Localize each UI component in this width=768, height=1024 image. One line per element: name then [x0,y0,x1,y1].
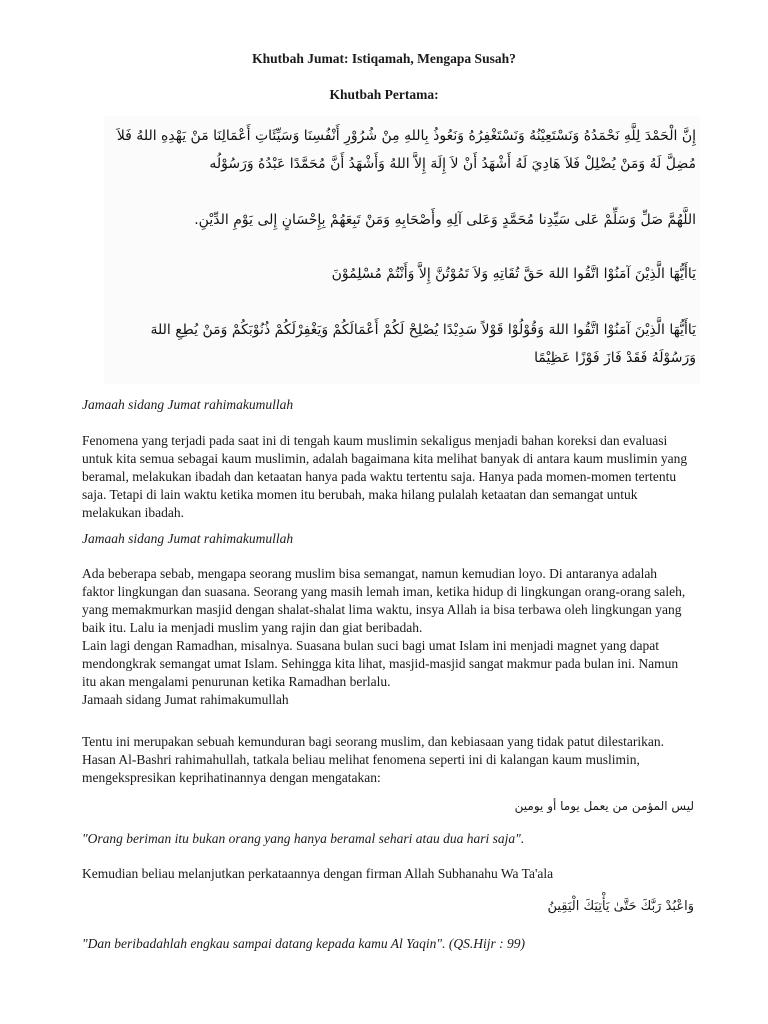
arabic-verse-taqwa-2: يَاأَيُّهَا الَّذِيْنَ آمَنُوْا اتَّقُوا اللهَ وَقُوْلُوْا قَوْلاً سَدِيْدًا يُصْلِحْ لَكُمْ أَعْمَالَكُمْ وَيَغْفِرْلَكُمْ ذُنُوْبَكُمْ وَمَنْ يُطِعِ اللهَ وَرَسُوْلَهُ فَقَدْ فَازَ فَوْزًا عَظِيْمًا [150,322,696,366]
paragraph: Tentu ini merupakan sebuah kemunduran bagi seorang muslim, dan kebiasaan yang tidak patut dilestarikan. Hasan Al-Bashri rahimahullah, tatkala beliau melihat fenomena seperti ini di kalangan kaum muslimin, mengekspresikan keprihatinannya dengan mengatakan: [82,734,665,785]
arabic-verse-taqwa-1: يَاأَيُّهَا الَّذِيْنَ آمَنُوْا اتَّقُوا اللهَ حَقَّ تُقَاتِهِ وَلاَ تَمُوْتُنَّ إِلاَّ وَأَنْتُمْ مُسْلِمُوْنَ [331,266,696,282]
salutation: Jamaah sidang Jumat rahimakumullah [82,531,294,546]
arabic-verse: وَاعْبُدْ رَبَّكَ حَتَّىٰ يَأْتِيَكَ الْيَقِينُ [547,899,694,914]
page-title: Khutbah Jumat: Istiqamah, Mengapa Susah? [252,51,516,66]
section-heading: Khutbah Pertama: [329,87,439,102]
paragraph-part: Ada beberapa sebab, mengapa seorang muslim bisa semangat, namun kemudian loyo. Di antaranya adalah faktor lingkungan dan suasana. Seorang yang masih lemah iman, ketika hidup di lingkungan orang-orang saleh, yang memakmurkan masjid dengan shalat-shalat lima waktu, insya Allah ia bisa terbawa oleh lingkungan yang baik itu. Lalu ia menjadi muslim yang rajin dan giat beribadah. [82,566,686,635]
quote-translation: "Orang beriman itu bukan orang yang hanya beramal sehari atau dua hari saja". [82,831,525,846]
paragraph-part: Lain lagi dengan Ramadhan, misalnya. Suasana bulan suci bagi umat Islam ini menjadi magnet yang dapat mendongkrak semangat umat Islam. Sehingga kita lihat, masjid-masjid sangat makmur pada bulan ini. Namun itu akan mengalami penurunan ketika Ramadhan berlalu. [82,638,679,689]
salutation: Jamaah sidang Jumat rahimakumullah [82,692,289,707]
paragraph: Kemudian beliau melanjutkan perkataannya dengan firman Allah Subhanahu Wa Ta'ala [82,866,554,881]
verse-translation: "Dan beribadahlah engkau sampai datang kepada kamu Al Yaqin". (QS.Hijr : 99) [82,936,525,951]
paragraph: Fenomena yang terjadi pada saat ini di tengah kaum muslimin sekaligus menjadi bahan koreksi dan evaluasi untuk kita semua sebagai kaum muslimin, adalah bagaimana kita melihat banyak di antara kaum muslimin yang beramal, melakukan ibadah dan ketaatan hanya pada waktu tertentu saja. Hanya pada momen-momen tertentu saja. Tetapi di lain waktu ketika momen itu berubah, maka hilang pulalah ketaatan dan semangat untuk melakukan ibadah. [82,433,688,520]
arabic-opening-praise: إِنَّ الْحَمْدَ لِلَّهِ نَحْمَدُهُ وَنَسْتَعِيْنُهُ وَنَسْتَغْفِرُهُ وَنَعُوذُ بِاللهِ مِنْ شُرُوْرِ أَنْفُسِنَا وَسَيِّئَاتِ أَعْمَالِنَا مَنْ يَهْدِهِ اللهُ فَلاَ مُضِلَّ لَهُ وَمَنْ يُضْلِلْ فَلاَ هَادِيَ لَهُ أَشْهَدُ أَنْ لاَ إِلَهَ إِلاَّ اللهُ وَأَشْهَدُ أَنَّ مُحَمَّدًا عَبْدُهُ وَرَسُوْلُه [116,128,696,172]
salutation: Jamaah sidang Jumat rahimakumullah [82,397,294,412]
paragraph [82,565,688,709]
arabic-shalawat: اللَّهُمَّ صَلِّ وَسَلِّمْ عَلى سَيِّدِنا مُحَمَّدٍ وَعَلى آلِهِ وأَصْحَابِهِ وَمَنْ تَبِعَهُمْ بِإِحْسَانٍ إِلى يَوْمِ الدِّيْنِ. [194,212,696,228]
arabic-quote: ليس المؤمن من يعمل يوما أو يومين [514,799,694,813]
